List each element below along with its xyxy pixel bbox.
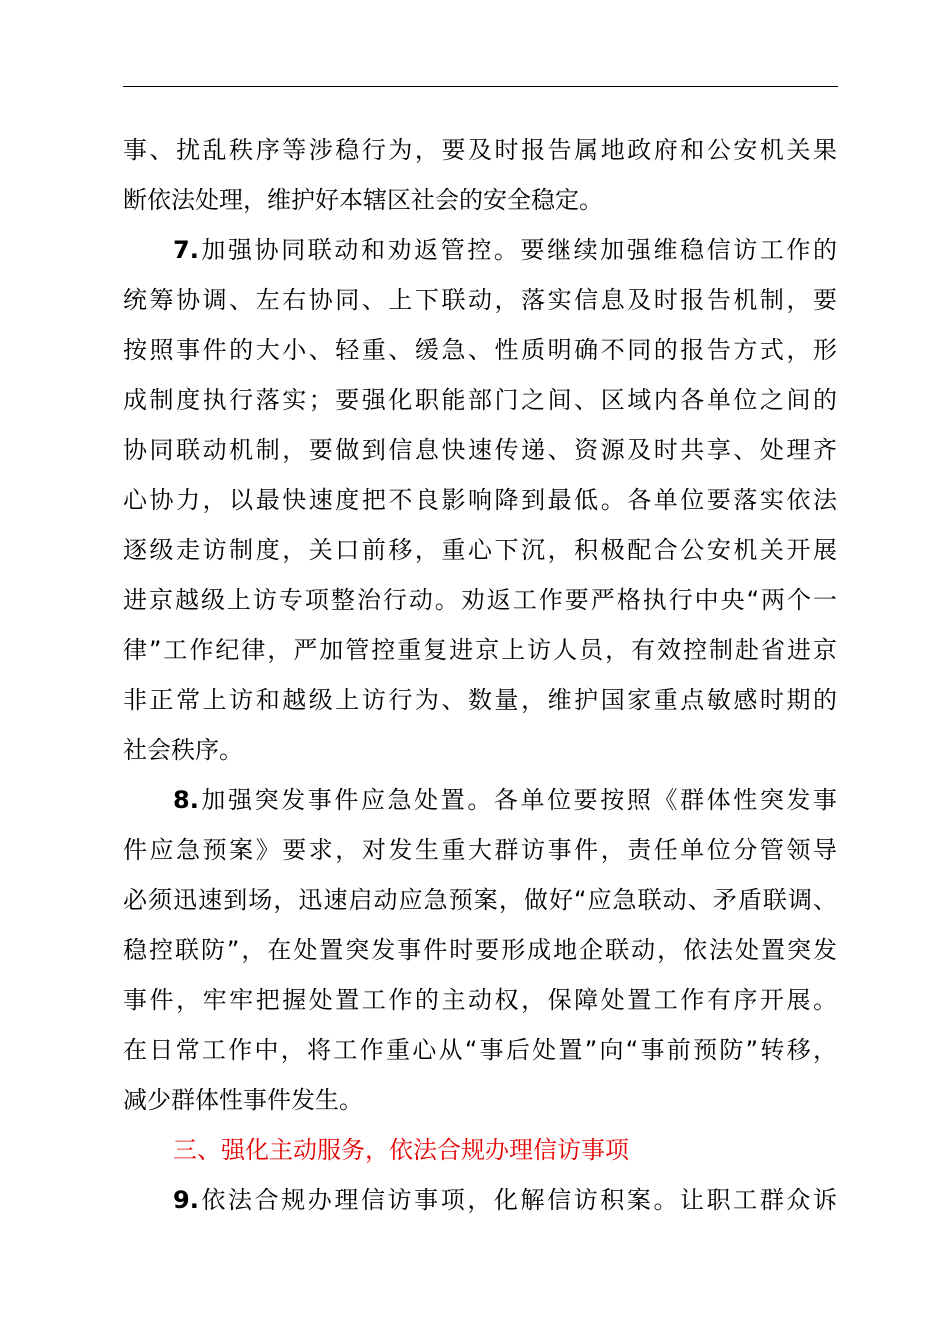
section-heading: 三、强化主动服务，依法合规办理信访事项 [173, 1136, 629, 1164]
paragraph-line: 在日常工作中，将工作重心从“事后处置”向“事前预防”转移， [123, 1036, 837, 1064]
item-8-line [173, 785, 837, 815]
paragraph-line: 律”工作纪律，严加管控重复进京上访人员，有效控制赴省进京 [123, 636, 837, 664]
item-7-text: 加强协同联动和劝返管控。要继续加强维稳信访工作的 [198, 236, 837, 264]
paragraph-line: 减少群体性事件发生。 [123, 1086, 363, 1114]
paragraph-line: 断依法处理，维护好本辖区社会的安全稳定。 [123, 186, 603, 214]
item-7-line [173, 235, 837, 265]
paragraph-line: 统筹协调、左右协同、上下联动，落实信息及时报告机制，要 [123, 286, 837, 314]
item-8-text: 加强突发事件应急处置。各单位要按照《群体性突发事 [198, 786, 837, 814]
paragraph-line: 事、扰乱秩序等涉稳行为，要及时报告属地政府和公安机关果 [123, 136, 837, 164]
paragraph-line: 非正常上访和越级上访行为、数量，维护国家重点敏感时期的 [123, 686, 837, 714]
paragraph-line: 社会秩序。 [123, 736, 243, 764]
paragraph-line: 事件，牢牢把握处置工作的主动权，保障处置工作有序开展。 [123, 986, 837, 1014]
item-number: 9. [173, 1186, 199, 1214]
paragraph-line: 按照事件的大小、轻重、缓急、性质明确不同的报告方式，形 [123, 336, 837, 364]
header-rule [123, 86, 838, 87]
item-number: 7. [173, 236, 199, 264]
paragraph-line: 成制度执行落实；要强化职能部门之间、区域内各单位之间的 [123, 386, 837, 414]
paragraph-line: 逐级走访制度，关口前移，重心下沉，积极配合公安机关开展 [123, 536, 837, 564]
paragraph-line: 协同联动机制，要做到信息快速传递、资源及时共享、处理齐 [123, 436, 837, 464]
paragraph-line: 必须迅速到场，迅速启动应急预案，做好“应急联动、矛盾联调、 [123, 886, 837, 914]
paragraph-line: 件应急预案》要求，对发生重大群访事件，责任单位分管领导 [123, 836, 837, 864]
paragraph-line: 进京越级上访专项整治行动。劝返工作要严格执行中央“两个一 [123, 586, 837, 614]
paragraph-line: 心协力，以最快速度把不良影响降到最低。各单位要落实依法 [123, 486, 837, 514]
item-9-text: 依法合规办理信访事项，化解信访积案。让职工群众诉 [198, 1186, 837, 1214]
item-number: 8. [173, 786, 199, 814]
item-9-line [173, 1185, 837, 1215]
paragraph-line: 稳控联防”，在处置突发事件时要形成地企联动，依法处置突发 [123, 936, 837, 964]
